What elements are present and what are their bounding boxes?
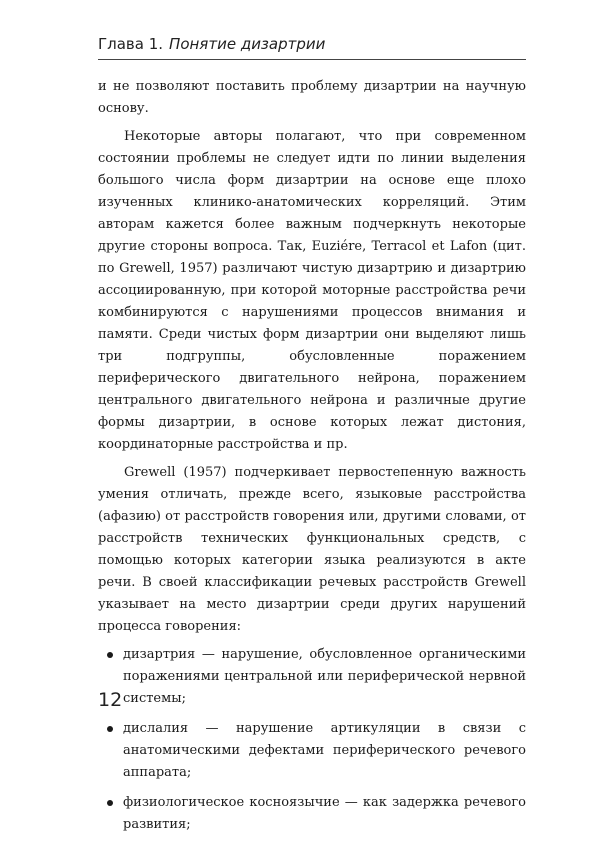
list-item-text: физиологическое косноязычие — как задержка речевого развития; [123, 795, 526, 832]
list-item [98, 718, 526, 784]
list-item-text: дизартрия — нарушение, обусловленное органическими поражениями центральной или периферической нервной системы; [123, 647, 526, 706]
list-item-text: дислалия — нарушение артикуляции в связи с анатомическими дефектами периферического речевого аппарата; [123, 721, 526, 780]
bullet-list [98, 644, 526, 836]
list-item [98, 792, 526, 836]
list-item [98, 644, 526, 710]
chapter-title: Понятие дизартрии [169, 35, 326, 53]
paragraph: Grewell (1957) подчеркивает первостепенную важность умения отличать, прежде всего, языковые расстройства (афазию) от расстройств говорения или, другими словами, от расстройств технических функциональных средств, с помощью которых категории языка реализуются в акте речи. В своей классификации речевых расстройств Grewell указывает на место дизартрии среди других нарушений процесса говорения: [98, 465, 526, 634]
paragraph-continuation: и не позволяют поставить проблему дизартрии на научную основу. [98, 79, 526, 116]
page-body [98, 76, 526, 844]
bullet-icon [107, 800, 113, 806]
chapter-number: Глава 1. [98, 35, 164, 53]
running-header [98, 34, 325, 54]
bullet-icon [107, 652, 113, 658]
paragraph: Некоторые авторы полагают, что при современном состоянии проблемы не следует идти по линии выделения большого числа форм дизартрии на основе еще плохо изученных клинико-анатомических корреляций. Этим авторам кажется более важным подчеркнуть некоторые другие стороны вопроса. Так, Euziére, Terracol et Lafon (цит. по Grewell, 1957) различают чистую дизартрию и дизартрию ассоциированную, при которой моторные расстройства речи комбинируются с нарушениями процессов внимания и памяти. Среди чистых форм дизартрии они выделяют лишь три подгруппы, обусловленные поражением периферического двигательного нейрона, поражением центрального двигательного нейрона и различные другие формы дизартрии, в основе которых лежат дистония, координаторные расстройства и пр. [98, 129, 526, 452]
bullet-icon [107, 726, 113, 732]
page-number: 12 [98, 689, 123, 711]
header-rule [98, 59, 526, 60]
